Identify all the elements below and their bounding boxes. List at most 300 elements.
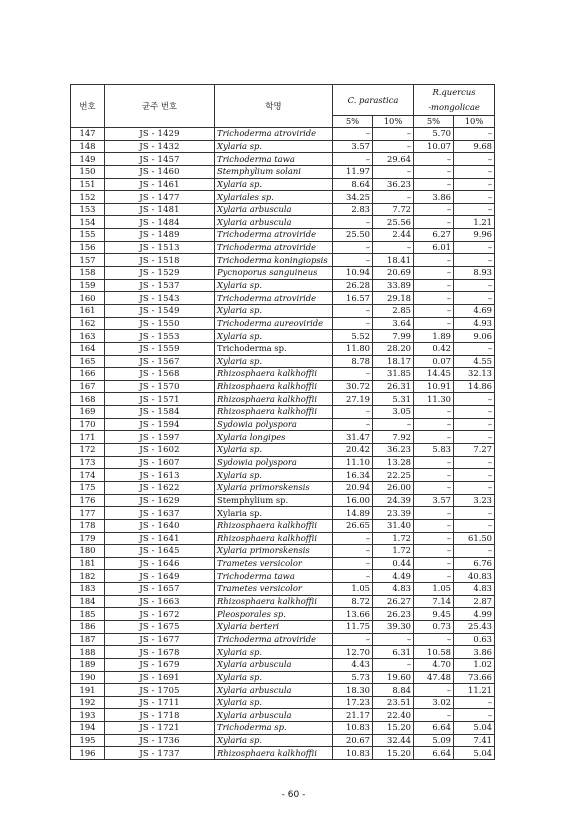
- cell-scientific-name: Rhizosphaera kalkhoffii: [215, 393, 333, 406]
- cell-no: 179: [71, 532, 105, 545]
- cell-r-quercus-5pct: –: [414, 203, 454, 216]
- cell-c-parastica-10pct: 31.85: [373, 368, 414, 381]
- cell-c-parastica-5pct: 16.57: [333, 292, 373, 305]
- cell-no: 184: [71, 595, 105, 608]
- cell-c-parastica-10pct: –: [373, 658, 414, 671]
- cell-r-quercus-10pct: 2.87: [454, 595, 495, 608]
- cell-r-quercus-10pct: –: [454, 507, 495, 520]
- cell-r-quercus-10pct: 1.02: [454, 658, 495, 671]
- cell-no: 163: [71, 330, 105, 343]
- cell-c-parastica-10pct: 1.72: [373, 532, 414, 545]
- cell-no: 157: [71, 254, 105, 267]
- table-row: [71, 456, 495, 469]
- cell-scientific-name: Sydowia polyspora: [215, 456, 333, 469]
- cell-strain: JS - 1721: [105, 722, 215, 735]
- cell-c-parastica-10pct: –: [373, 191, 414, 204]
- cell-strain: JS - 1543: [105, 292, 215, 305]
- cell-r-quercus-5pct: 5.09: [414, 734, 454, 747]
- cell-c-parastica-5pct: 13.66: [333, 608, 373, 621]
- header-scientific-name: 학명: [215, 85, 333, 128]
- cell-c-parastica-10pct: 26.27: [373, 595, 414, 608]
- cell-no: 183: [71, 583, 105, 596]
- cell-r-quercus-10pct: –: [454, 469, 495, 482]
- cell-no: 171: [71, 431, 105, 444]
- cell-strain: JS - 1429: [105, 128, 215, 141]
- cell-r-quercus-5pct: –: [414, 153, 454, 166]
- table-row: [71, 608, 495, 621]
- cell-c-parastica-5pct: –: [333, 633, 373, 646]
- cell-no: 191: [71, 684, 105, 697]
- cell-r-quercus-10pct: 7.27: [454, 444, 495, 457]
- cell-no: 194: [71, 722, 105, 735]
- cell-scientific-name: Xylaria sp.: [215, 696, 333, 709]
- cell-r-quercus-5pct: –: [414, 418, 454, 431]
- cell-scientific-name: Trichoderma atroviride: [215, 292, 333, 305]
- cell-r-quercus-10pct: –: [454, 519, 495, 532]
- table-row: [71, 140, 495, 153]
- cell-c-parastica-5pct: 10.83: [333, 722, 373, 735]
- table-row: [71, 494, 495, 507]
- cell-strain: JS - 1481: [105, 203, 215, 216]
- cell-strain: JS - 1657: [105, 583, 215, 596]
- cell-c-parastica-10pct: 3.64: [373, 317, 414, 330]
- cell-strain: JS - 1477: [105, 191, 215, 204]
- cell-no: 174: [71, 469, 105, 482]
- cell-r-quercus-10pct: –: [454, 203, 495, 216]
- table-header: [71, 85, 495, 128]
- cell-c-parastica-10pct: 26.00: [373, 481, 414, 494]
- table-row: [71, 380, 495, 393]
- header-strain: 균주 번호: [105, 85, 215, 128]
- cell-c-parastica-10pct: 20.69: [373, 267, 414, 280]
- cell-no: 161: [71, 304, 105, 317]
- data-table: [70, 84, 495, 760]
- cell-r-quercus-5pct: 47.48: [414, 671, 454, 684]
- table-row: [71, 418, 495, 431]
- cell-no: 192: [71, 696, 105, 709]
- cell-r-quercus-10pct: –: [454, 241, 495, 254]
- cell-no: 155: [71, 229, 105, 242]
- cell-c-parastica-10pct: 18.41: [373, 254, 414, 267]
- cell-no: 154: [71, 216, 105, 229]
- cell-c-parastica-10pct: 4.83: [373, 583, 414, 596]
- cell-no: 190: [71, 671, 105, 684]
- cell-strain: JS - 1672: [105, 608, 215, 621]
- cell-r-quercus-10pct: 11.21: [454, 684, 495, 697]
- cell-scientific-name: Sydowia polyspora: [215, 418, 333, 431]
- cell-scientific-name: Xylaria sp.: [215, 304, 333, 317]
- cell-r-quercus-5pct: 5.83: [414, 444, 454, 457]
- cell-r-quercus-5pct: –: [414, 684, 454, 697]
- cell-r-quercus-10pct: 3.86: [454, 646, 495, 659]
- table-row: [71, 254, 495, 267]
- cell-strain: JS - 1571: [105, 393, 215, 406]
- cell-strain: JS - 1646: [105, 557, 215, 570]
- cell-scientific-name: Xylaria sp.: [215, 330, 333, 343]
- cell-strain: JS - 1559: [105, 342, 215, 355]
- table-row: [71, 444, 495, 457]
- cell-r-quercus-5pct: 0.73: [414, 620, 454, 633]
- cell-no: 185: [71, 608, 105, 621]
- cell-r-quercus-10pct: –: [454, 418, 495, 431]
- table-row: [71, 481, 495, 494]
- header-sub-5pct-1: 5%: [333, 116, 373, 128]
- cell-c-parastica-10pct: 26.31: [373, 380, 414, 393]
- cell-no: 169: [71, 406, 105, 419]
- cell-c-parastica-5pct: 17.23: [333, 696, 373, 709]
- cell-r-quercus-5pct: –: [414, 431, 454, 444]
- table-row: [71, 355, 495, 368]
- cell-r-quercus-10pct: –: [454, 545, 495, 558]
- table-row: [71, 279, 495, 292]
- table-row: [71, 203, 495, 216]
- table-row: [71, 393, 495, 406]
- cell-no: 160: [71, 292, 105, 305]
- cell-c-parastica-10pct: 15.20: [373, 722, 414, 735]
- cell-c-parastica-5pct: 20.94: [333, 481, 373, 494]
- cell-scientific-name: Trichoderma tawa: [215, 153, 333, 166]
- cell-c-parastica-10pct: 22.25: [373, 469, 414, 482]
- table-row: [71, 570, 495, 583]
- cell-c-parastica-5pct: –: [333, 406, 373, 419]
- cell-r-quercus-5pct: –: [414, 633, 454, 646]
- cell-c-parastica-10pct: 7.72: [373, 203, 414, 216]
- cell-no: 162: [71, 317, 105, 330]
- cell-scientific-name: Xylaria sp.: [215, 178, 333, 191]
- cell-strain: JS - 1489: [105, 229, 215, 242]
- cell-c-parastica-5pct: –: [333, 304, 373, 317]
- cell-r-quercus-5pct: –: [414, 317, 454, 330]
- cell-strain: JS - 1597: [105, 431, 215, 444]
- cell-scientific-name: Xylaria longipes: [215, 431, 333, 444]
- cell-r-quercus-5pct: 10.58: [414, 646, 454, 659]
- cell-r-quercus-5pct: 4.70: [414, 658, 454, 671]
- cell-scientific-name: Rhizosphaera kalkhoffii: [215, 532, 333, 545]
- cell-scientific-name: Trichoderma atroviride: [215, 633, 333, 646]
- cell-r-quercus-10pct: 4.55: [454, 355, 495, 368]
- cell-r-quercus-5pct: 0.42: [414, 342, 454, 355]
- cell-r-quercus-10pct: –: [454, 292, 495, 305]
- table-row: [71, 507, 495, 520]
- table-row: [71, 153, 495, 166]
- table-row: [71, 431, 495, 444]
- cell-scientific-name: Xylaria sp.: [215, 140, 333, 153]
- cell-c-parastica-10pct: 5.31: [373, 393, 414, 406]
- cell-strain: JS - 1629: [105, 494, 215, 507]
- cell-r-quercus-10pct: 9.96: [454, 229, 495, 242]
- cell-r-quercus-5pct: 5.70: [414, 128, 454, 141]
- table-row: [71, 330, 495, 343]
- cell-strain: JS - 1705: [105, 684, 215, 697]
- cell-c-parastica-10pct: 6.31: [373, 646, 414, 659]
- cell-no: 182: [71, 570, 105, 583]
- cell-r-quercus-10pct: 61.50: [454, 532, 495, 545]
- table-row: [71, 633, 495, 646]
- table-row: [71, 368, 495, 381]
- cell-no: 173: [71, 456, 105, 469]
- cell-r-quercus-10pct: –: [454, 254, 495, 267]
- cell-c-parastica-5pct: 20.42: [333, 444, 373, 457]
- cell-c-parastica-5pct: –: [333, 418, 373, 431]
- cell-c-parastica-10pct: 31.40: [373, 519, 414, 532]
- cell-strain: JS - 1529: [105, 267, 215, 280]
- table-row: [71, 216, 495, 229]
- cell-scientific-name: Trichoderma sp.: [215, 722, 333, 735]
- cell-c-parastica-5pct: –: [333, 368, 373, 381]
- cell-scientific-name: Xylaria sp.: [215, 646, 333, 659]
- cell-c-parastica-5pct: –: [333, 128, 373, 141]
- cell-r-quercus-10pct: –: [454, 279, 495, 292]
- table-row: [71, 292, 495, 305]
- cell-r-quercus-5pct: –: [414, 178, 454, 191]
- cell-no: 176: [71, 494, 105, 507]
- cell-strain: JS - 1691: [105, 671, 215, 684]
- cell-strain: JS - 1711: [105, 696, 215, 709]
- cell-strain: JS - 1457: [105, 153, 215, 166]
- cell-r-quercus-5pct: –: [414, 267, 454, 280]
- cell-c-parastica-5pct: 11.10: [333, 456, 373, 469]
- cell-scientific-name: Xylaria arbuscula: [215, 658, 333, 671]
- cell-no: 153: [71, 203, 105, 216]
- cell-scientific-name: Rhizosphaera kalkhoffii: [215, 406, 333, 419]
- cell-c-parastica-5pct: 20.67: [333, 734, 373, 747]
- cell-r-quercus-10pct: 1.21: [454, 216, 495, 229]
- cell-c-parastica-5pct: 26.65: [333, 519, 373, 532]
- cell-r-quercus-10pct: 4.93: [454, 317, 495, 330]
- cell-scientific-name: Xylaria sp.: [215, 671, 333, 684]
- cell-c-parastica-5pct: 26.28: [333, 279, 373, 292]
- cell-c-parastica-10pct: –: [373, 140, 414, 153]
- cell-c-parastica-10pct: 22.40: [373, 709, 414, 722]
- cell-strain: JS - 1645: [105, 545, 215, 558]
- cell-r-quercus-10pct: –: [454, 128, 495, 141]
- cell-no: 156: [71, 241, 105, 254]
- cell-no: 193: [71, 709, 105, 722]
- cell-strain: JS - 1649: [105, 570, 215, 583]
- cell-c-parastica-10pct: 24.39: [373, 494, 414, 507]
- cell-strain: JS - 1460: [105, 165, 215, 178]
- cell-c-parastica-10pct: 1.72: [373, 545, 414, 558]
- cell-c-parastica-5pct: 12.70: [333, 646, 373, 659]
- table-row: [71, 229, 495, 242]
- cell-no: 196: [71, 747, 105, 760]
- cell-r-quercus-10pct: 9.68: [454, 140, 495, 153]
- cell-c-parastica-5pct: 8.78: [333, 355, 373, 368]
- header-r-quercus-line1: R.quercus: [432, 87, 476, 97]
- cell-r-quercus-10pct: 25.43: [454, 620, 495, 633]
- cell-strain: JS - 1675: [105, 620, 215, 633]
- cell-strain: JS - 1584: [105, 406, 215, 419]
- cell-scientific-name: Xylaria primorskensis: [215, 545, 333, 558]
- cell-scientific-name: Xylaria sp.: [215, 507, 333, 520]
- cell-c-parastica-10pct: –: [373, 165, 414, 178]
- table-row: [71, 722, 495, 735]
- cell-r-quercus-10pct: –: [454, 406, 495, 419]
- cell-r-quercus-5pct: –: [414, 532, 454, 545]
- page-number: - 60 -: [281, 790, 306, 800]
- cell-r-quercus-5pct: –: [414, 557, 454, 570]
- table-row: [71, 267, 495, 280]
- table-row: [71, 342, 495, 355]
- cell-scientific-name: Xylaria sp.: [215, 444, 333, 457]
- cell-scientific-name: Trichoderma aureoviride: [215, 317, 333, 330]
- cell-r-quercus-10pct: –: [454, 709, 495, 722]
- cell-c-parastica-5pct: 3.57: [333, 140, 373, 153]
- cell-no: 167: [71, 380, 105, 393]
- cell-c-parastica-5pct: 11.75: [333, 620, 373, 633]
- cell-r-quercus-10pct: 3.23: [454, 494, 495, 507]
- cell-no: 186: [71, 620, 105, 633]
- cell-c-parastica-10pct: –: [373, 241, 414, 254]
- cell-strain: JS - 1602: [105, 444, 215, 457]
- cell-strain: JS - 1553: [105, 330, 215, 343]
- cell-r-quercus-10pct: –: [454, 342, 495, 355]
- cell-r-quercus-10pct: 40.83: [454, 570, 495, 583]
- cell-strain: JS - 1594: [105, 418, 215, 431]
- cell-r-quercus-10pct: 5.04: [454, 722, 495, 735]
- cell-r-quercus-10pct: 4.99: [454, 608, 495, 621]
- cell-scientific-name: Xylaria sp.: [215, 469, 333, 482]
- cell-c-parastica-10pct: 32.44: [373, 734, 414, 747]
- cell-no: 195: [71, 734, 105, 747]
- cell-c-parastica-10pct: 2.44: [373, 229, 414, 242]
- cell-c-parastica-5pct: 8.64: [333, 178, 373, 191]
- cell-c-parastica-5pct: 11.80: [333, 342, 373, 355]
- cell-r-quercus-10pct: 8.93: [454, 267, 495, 280]
- cell-c-parastica-10pct: 33.89: [373, 279, 414, 292]
- cell-r-quercus-10pct: 6.76: [454, 557, 495, 570]
- cell-c-parastica-5pct: –: [333, 241, 373, 254]
- cell-scientific-name: Rhizosphaera kalkhoffii: [215, 368, 333, 381]
- cell-r-quercus-5pct: –: [414, 292, 454, 305]
- cell-strain: JS - 1518: [105, 254, 215, 267]
- cell-r-quercus-5pct: –: [414, 481, 454, 494]
- cell-r-quercus-10pct: 9.06: [454, 330, 495, 343]
- cell-r-quercus-5pct: –: [414, 279, 454, 292]
- cell-scientific-name: Xylaria arbuscula: [215, 216, 333, 229]
- cell-r-quercus-5pct: –: [414, 570, 454, 583]
- cell-c-parastica-5pct: –: [333, 317, 373, 330]
- table-row: [71, 532, 495, 545]
- header-sub-10pct-2: 10%: [454, 116, 495, 128]
- cell-r-quercus-10pct: –: [454, 456, 495, 469]
- cell-r-quercus-5pct: –: [414, 469, 454, 482]
- cell-c-parastica-5pct: 10.94: [333, 267, 373, 280]
- cell-r-quercus-5pct: –: [414, 304, 454, 317]
- table-row: [71, 178, 495, 191]
- cell-no: 170: [71, 418, 105, 431]
- cell-r-quercus-5pct: 0.07: [414, 355, 454, 368]
- cell-no: 147: [71, 128, 105, 141]
- cell-c-parastica-5pct: 18.30: [333, 684, 373, 697]
- cell-c-parastica-5pct: 2.83: [333, 203, 373, 216]
- header-c-parastica: C. parastica: [333, 85, 414, 116]
- cell-c-parastica-5pct: 4.43: [333, 658, 373, 671]
- cell-no: 151: [71, 178, 105, 191]
- header-r-quercus-line2: -mongolicae: [428, 102, 480, 112]
- table-body: [71, 128, 495, 760]
- cell-strain: JS - 1432: [105, 140, 215, 153]
- cell-r-quercus-5pct: –: [414, 456, 454, 469]
- cell-r-quercus-5pct: 11.30: [414, 393, 454, 406]
- cell-c-parastica-10pct: 23.39: [373, 507, 414, 520]
- table-row: [71, 241, 495, 254]
- table-row: [71, 191, 495, 204]
- cell-scientific-name: Trametes versicolor: [215, 557, 333, 570]
- table-row: [71, 469, 495, 482]
- cell-c-parastica-10pct: 26.23: [373, 608, 414, 621]
- table-row: [71, 583, 495, 596]
- cell-r-quercus-10pct: 4.69: [454, 304, 495, 317]
- cell-c-parastica-10pct: 29.18: [373, 292, 414, 305]
- cell-c-parastica-10pct: 7.92: [373, 431, 414, 444]
- cell-c-parastica-5pct: –: [333, 570, 373, 583]
- header-sub-10pct-1: 10%: [373, 116, 414, 128]
- cell-c-parastica-5pct: 16.34: [333, 469, 373, 482]
- cell-c-parastica-10pct: 3.05: [373, 406, 414, 419]
- cell-strain: JS - 1637: [105, 507, 215, 520]
- cell-c-parastica-5pct: 1.05: [333, 583, 373, 596]
- cell-c-parastica-10pct: 8.84: [373, 684, 414, 697]
- cell-scientific-name: Trichoderma tawa: [215, 570, 333, 583]
- table-row: [71, 696, 495, 709]
- cell-scientific-name: Pleosporales sp.: [215, 608, 333, 621]
- cell-r-quercus-10pct: 73.66: [454, 671, 495, 684]
- cell-scientific-name: Stemphylium sp.: [215, 494, 333, 507]
- cell-r-quercus-10pct: –: [454, 696, 495, 709]
- cell-strain: JS - 1677: [105, 633, 215, 646]
- cell-r-quercus-5pct: 10.91: [414, 380, 454, 393]
- cell-scientific-name: Pycnoporus sanguineus: [215, 267, 333, 280]
- cell-scientific-name: Trichoderma sp.: [215, 342, 333, 355]
- cell-r-quercus-5pct: 6.27: [414, 229, 454, 242]
- cell-c-parastica-5pct: 31.47: [333, 431, 373, 444]
- cell-scientific-name: Xylaria arbuscula: [215, 203, 333, 216]
- cell-r-quercus-10pct: –: [454, 431, 495, 444]
- cell-r-quercus-5pct: 3.86: [414, 191, 454, 204]
- table-row: [71, 684, 495, 697]
- cell-r-quercus-10pct: 32.13: [454, 368, 495, 381]
- cell-r-quercus-5pct: 14.45: [414, 368, 454, 381]
- header-sub-5pct-2: 5%: [414, 116, 454, 128]
- cell-no: 165: [71, 355, 105, 368]
- cell-c-parastica-10pct: 28.20: [373, 342, 414, 355]
- cell-no: 189: [71, 658, 105, 671]
- cell-r-quercus-5pct: 3.57: [414, 494, 454, 507]
- cell-c-parastica-10pct: 23.51: [373, 696, 414, 709]
- cell-scientific-name: Rhizosphaera kalkhoffii: [215, 519, 333, 532]
- cell-c-parastica-10pct: 19.60: [373, 671, 414, 684]
- cell-r-quercus-5pct: 7.14: [414, 595, 454, 608]
- cell-r-quercus-5pct: 9.45: [414, 608, 454, 621]
- cell-c-parastica-5pct: 34.25: [333, 191, 373, 204]
- cell-scientific-name: Rhizosphaera kalkhoffii: [215, 595, 333, 608]
- cell-c-parastica-10pct: 15.20: [373, 747, 414, 760]
- cell-strain: JS - 1568: [105, 368, 215, 381]
- cell-c-parastica-5pct: 10.83: [333, 747, 373, 760]
- table-row: [71, 658, 495, 671]
- cell-scientific-name: Trametes versicolor: [215, 583, 333, 596]
- cell-c-parastica-5pct: –: [333, 254, 373, 267]
- cell-c-parastica-5pct: 11.97: [333, 165, 373, 178]
- cell-r-quercus-10pct: 5.04: [454, 747, 495, 760]
- cell-scientific-name: Trichoderma atroviride: [215, 128, 333, 141]
- cell-c-parastica-10pct: –: [373, 128, 414, 141]
- cell-c-parastica-5pct: 30.72: [333, 380, 373, 393]
- cell-c-parastica-5pct: –: [333, 532, 373, 545]
- cell-strain: JS - 1549: [105, 304, 215, 317]
- cell-r-quercus-5pct: 6.64: [414, 722, 454, 735]
